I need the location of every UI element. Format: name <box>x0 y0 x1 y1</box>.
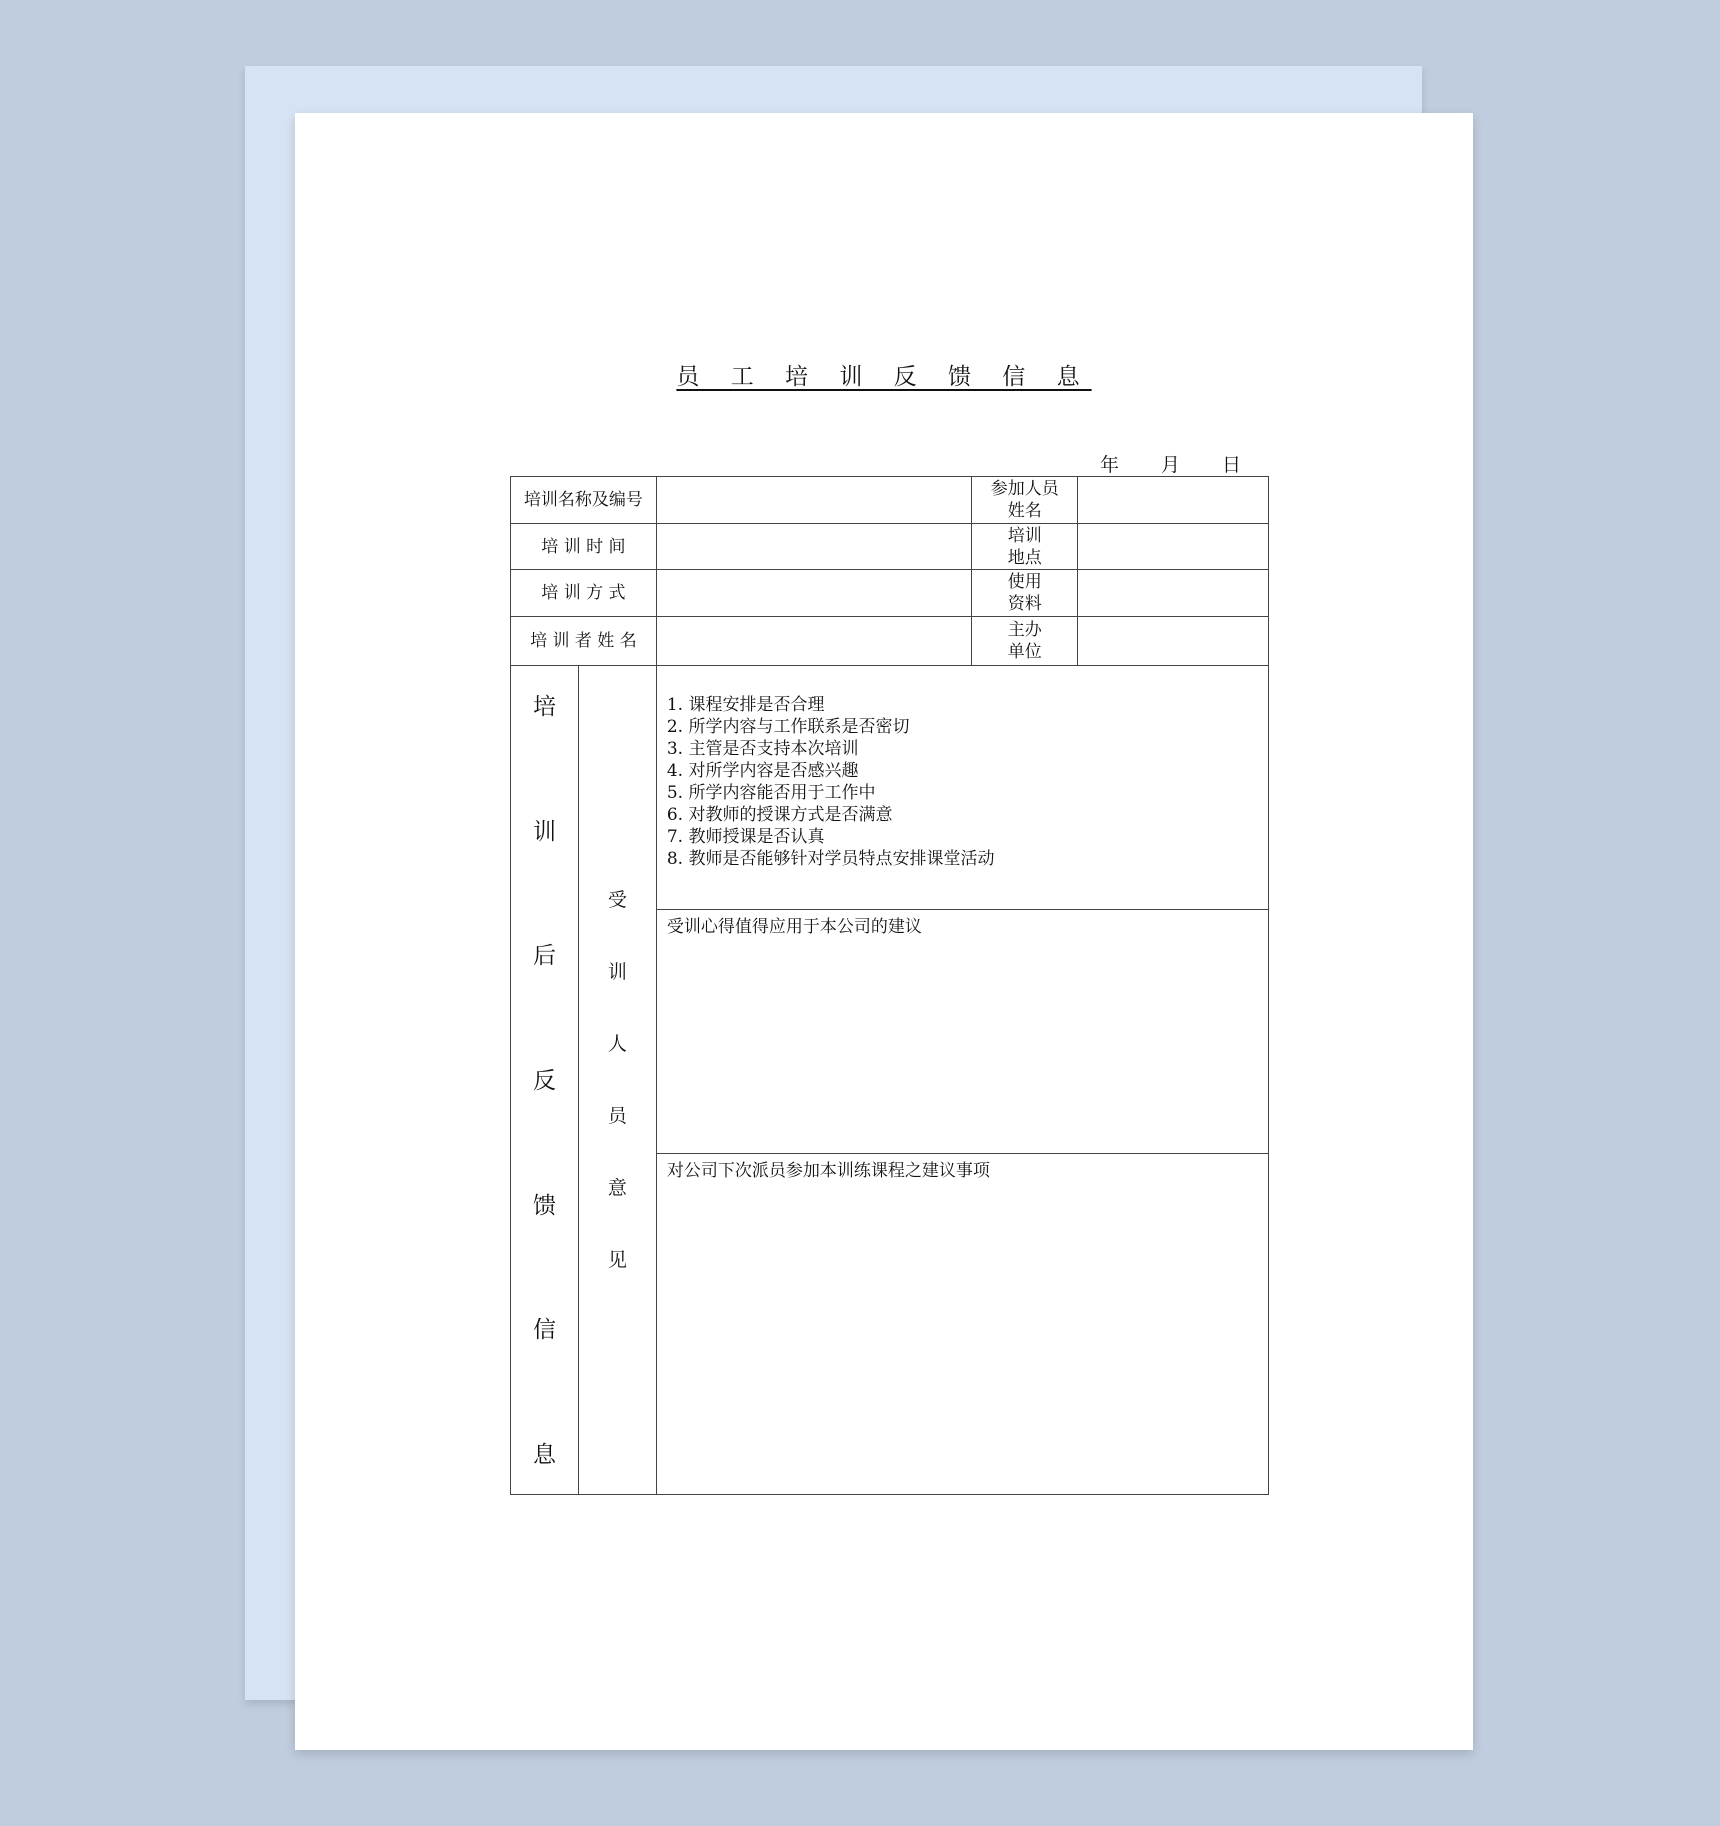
next-training-cell[interactable] <box>656 1154 1268 1495</box>
label-organizer: 主办单位 <box>972 617 1078 666</box>
label-training-method: 培 训 方 式 <box>511 570 657 617</box>
date-year: 年 <box>1100 454 1120 476</box>
field-materials[interactable] <box>1078 570 1269 617</box>
date-month: 月 <box>1161 454 1181 476</box>
section-char: 息 <box>532 1441 556 1468</box>
section-char: 馈 <box>532 1192 556 1219</box>
subsection-char: 训 <box>607 961 627 983</box>
questions-cell[interactable] <box>656 666 1268 910</box>
suggestion-cell[interactable] <box>656 910 1268 1154</box>
question-item: 7. 教师授课是否认真 <box>666 827 825 847</box>
date-day: 日 <box>1222 454 1242 476</box>
next-training-label: 对公司下次派员参加本训练课程之建议事项 <box>666 1161 990 1181</box>
label-location: 培训地点 <box>972 524 1078 570</box>
question-item: 6. 对教师的授课方式是否满意 <box>666 805 893 825</box>
field-location[interactable] <box>1078 524 1269 570</box>
question-item: 2. 所学内容与工作联系是否密切 <box>666 717 910 737</box>
question-item: 5. 所学内容能否用于工作中 <box>666 783 876 803</box>
question-item: 4. 对所学内容是否感兴趣 <box>666 761 859 781</box>
section-char: 后 <box>532 943 556 970</box>
subsection-char: 员 <box>607 1105 627 1127</box>
section-char: 信 <box>532 1317 556 1344</box>
field-training-name[interactable] <box>656 477 971 524</box>
field-organizer[interactable] <box>1078 617 1269 666</box>
question-item: 3. 主管是否支持本次培训 <box>666 739 859 759</box>
field-participants[interactable] <box>1078 477 1269 524</box>
document-page <box>295 113 1473 1750</box>
field-training-method[interactable] <box>656 570 971 617</box>
suggestion-label: 受训心得值得应用于本公司的建议 <box>666 917 922 937</box>
question-item: 1. 课程安排是否合理 <box>666 695 825 715</box>
label-training-name: 培训名称及编号 <box>511 477 657 524</box>
subsection-char: 受 <box>607 889 627 911</box>
feedback-form <box>510 476 1269 1495</box>
document-title <box>295 358 1473 391</box>
subsection-char: 见 <box>607 1249 627 1271</box>
label-training-time: 培 训 时 间 <box>511 524 657 570</box>
subsection-char: 意 <box>607 1177 627 1199</box>
section-char: 培 <box>532 694 556 720</box>
section-char: 反 <box>532 1067 556 1094</box>
subsection-label <box>578 666 656 1495</box>
label-participants: 参加人员姓名 <box>972 477 1078 524</box>
field-trainer-name[interactable] <box>656 617 971 666</box>
label-trainer-name: 培 训 者 姓 名 <box>511 617 657 666</box>
title-text: 员 工 培 训 反 馈 信 息 <box>676 364 1092 390</box>
field-training-time[interactable] <box>656 524 971 570</box>
question-item: 8. 教师是否能够针对学员特点安排课堂活动 <box>666 849 995 869</box>
subsection-char: 人 <box>607 1033 627 1055</box>
label-materials: 使用资料 <box>972 570 1078 617</box>
section-label <box>511 666 579 1495</box>
section-char: 训 <box>532 818 556 845</box>
